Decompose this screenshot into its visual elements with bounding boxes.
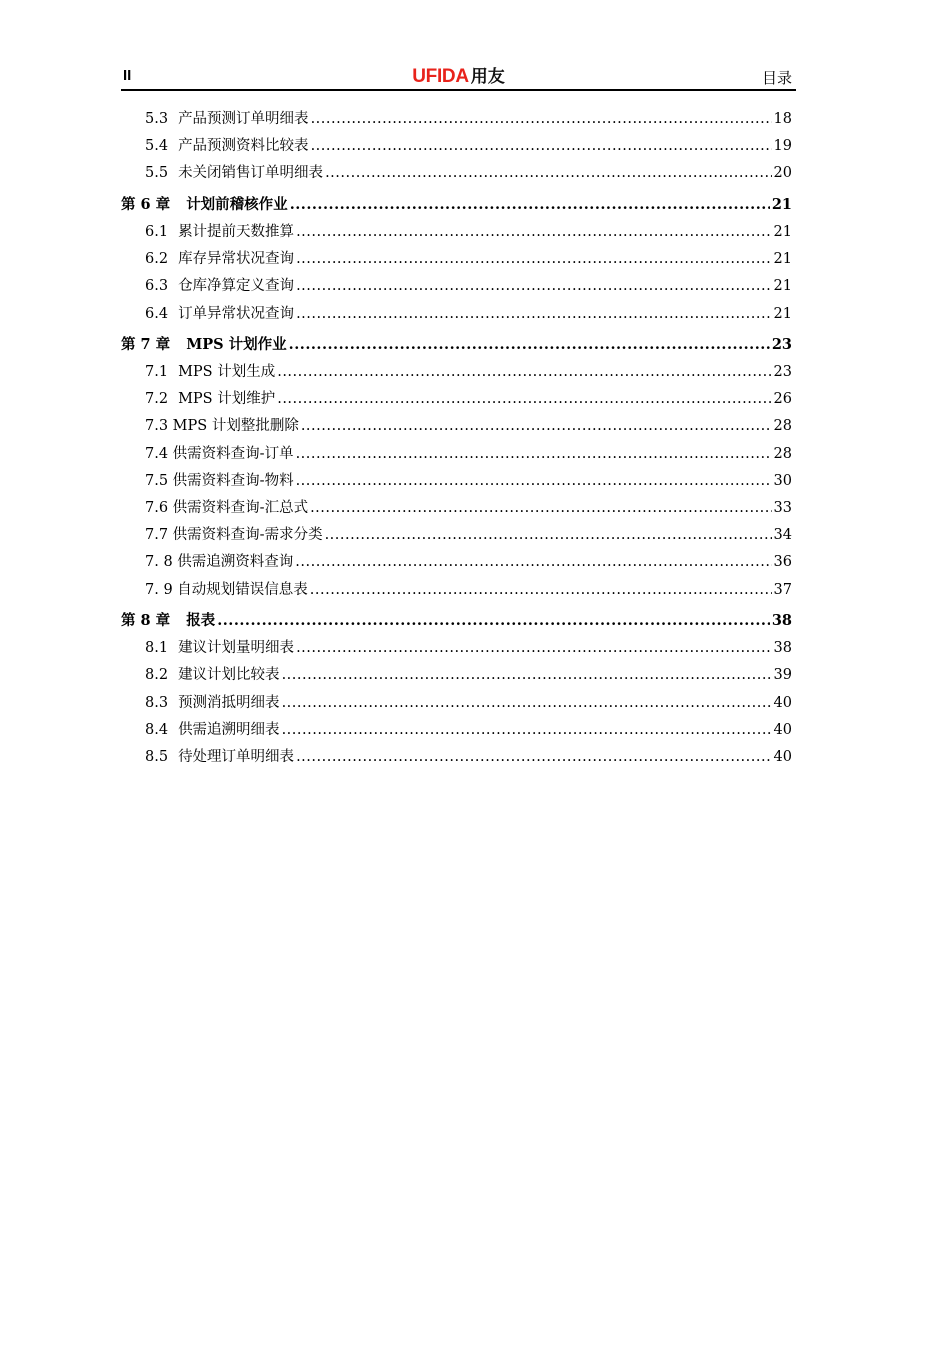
- dot-leader: [295, 549, 771, 576]
- dot-leader: [325, 160, 771, 187]
- toc-entry-title: 待处理订单明细表: [178, 748, 295, 765]
- dot-leader: [311, 106, 772, 133]
- toc-section-entry[interactable]: [121, 301, 792, 328]
- toc-chapter-entry[interactable]: [121, 604, 792, 635]
- toc-entry-number: 6.4: [145, 305, 169, 322]
- dot-leader: [296, 273, 771, 300]
- toc-entry-number: 第 6 章: [121, 195, 171, 213]
- toc-entry-number: 5.4: [145, 138, 169, 155]
- toc-entry-title: MPS 计划维护: [178, 391, 276, 408]
- dot-leader: [310, 577, 772, 604]
- logo-latin-text: UFIDA: [412, 66, 469, 87]
- dot-leader: [296, 635, 771, 662]
- toc-section-entry[interactable]: [121, 219, 792, 246]
- toc-entry-number: 6.2: [145, 251, 169, 268]
- dot-leader: [311, 133, 772, 160]
- toc-entry-title: 计划前稽核作业: [186, 195, 288, 213]
- toc-entry-title: 7.3 MPS 计划整批删除: [145, 418, 299, 435]
- toc-chapter-entry[interactable]: [121, 328, 792, 359]
- toc-entry-number: 7.1: [145, 364, 169, 381]
- toc-entry-page: 39: [773, 667, 792, 684]
- toc-entry-number: 6.1: [145, 223, 169, 240]
- toc-entry-title: 建议计划量明细表: [178, 640, 295, 657]
- toc-entry-number: 6.3: [145, 278, 169, 295]
- toc-entry-title: 未关闭销售订单明细表: [178, 165, 324, 182]
- toc-entry-page: 33: [773, 500, 792, 517]
- toc-entry-number: 5.3: [145, 111, 169, 127]
- toc-entry-page: 20: [773, 165, 792, 182]
- toc-entry-title: 报表: [186, 611, 216, 629]
- toc-section-entry[interactable]: [121, 160, 792, 187]
- ufida-logo: [412, 62, 505, 88]
- toc-entry-page: 40: [773, 721, 792, 738]
- dot-leader: [296, 744, 771, 771]
- dot-leader: [277, 359, 771, 386]
- toc-section-entry[interactable]: [121, 246, 792, 273]
- toc-entry-title: 库存异常状况查询: [178, 251, 295, 268]
- toc-chapter-entry[interactable]: [121, 188, 792, 219]
- dot-leader: [282, 717, 772, 744]
- toc-entry-page: 30: [773, 472, 792, 489]
- toc-entry-page: 23: [773, 364, 792, 381]
- toc-section-entry[interactable]: [121, 549, 792, 576]
- toc-entry-number: 5.5: [145, 165, 169, 182]
- toc-entry-title: MPS 计划生成: [178, 364, 276, 381]
- toc-section-entry[interactable]: [121, 441, 792, 468]
- toc-entry-page: 23: [771, 335, 792, 353]
- dot-leader: [310, 495, 771, 522]
- toc-entry-page: 21: [773, 278, 792, 295]
- dot-leader: [290, 188, 770, 221]
- toc-section-entry[interactable]: [121, 133, 792, 160]
- toc-section-entry[interactable]: [121, 577, 792, 604]
- toc-section-entry[interactable]: [121, 717, 792, 744]
- toc-entry-page: 40: [773, 694, 792, 711]
- toc-entry-page: 21: [771, 195, 792, 213]
- toc-entry-number: 8.1: [145, 640, 169, 657]
- toc-entry-number: 第 7 章: [121, 335, 171, 353]
- dot-leader: [296, 246, 771, 273]
- dot-leader: [277, 386, 771, 413]
- dot-leader: [282, 690, 772, 717]
- toc-entry-page: 21: [773, 223, 792, 240]
- toc-entry-page: 19: [773, 138, 792, 155]
- toc-entry-page: 37: [773, 581, 792, 598]
- toc-entry-page: 21: [773, 305, 792, 322]
- dot-leader: [296, 441, 772, 468]
- dot-leader: [296, 301, 771, 328]
- toc-section-entry[interactable]: [121, 359, 792, 386]
- toc-entry-number: 8.5: [145, 748, 169, 765]
- toc-section-entry[interactable]: [121, 635, 792, 662]
- toc-entry-title: 供需追溯明细表: [178, 721, 280, 738]
- toc-section-entry[interactable]: [121, 106, 792, 133]
- toc-section-entry[interactable]: [121, 690, 792, 717]
- toc-entry-page: 38: [771, 611, 792, 629]
- dot-leader: [325, 522, 772, 549]
- toc-entry-title: 建议计划比较表: [178, 667, 280, 684]
- toc-entry-page: 21: [773, 251, 792, 268]
- toc-entry-title: 7.6 供需资料查询-汇总式: [145, 500, 309, 517]
- page-header: [121, 62, 796, 91]
- toc-section-entry[interactable]: [121, 468, 792, 495]
- dot-leader: [289, 328, 770, 361]
- toc-entry-page: 28: [773, 418, 792, 435]
- toc-section-entry[interactable]: [121, 662, 792, 689]
- toc-entry-title: 订单异常状况查询: [178, 305, 295, 322]
- toc-section-entry[interactable]: [121, 522, 792, 549]
- dot-leader: [217, 604, 770, 637]
- toc-entry-title: 7. 9 自动规划错误信息表: [145, 581, 308, 598]
- toc-entry-number: 7.2: [145, 391, 169, 408]
- toc-entry-title: 7. 8 供需追溯资料查询: [145, 554, 294, 571]
- toc-section-entry[interactable]: [121, 386, 792, 413]
- toc-section-entry[interactable]: [121, 744, 792, 771]
- toc-entry-page: 34: [773, 527, 792, 544]
- toc-entry-title: 产品预测资料比较表: [178, 138, 309, 155]
- dot-leader: [301, 413, 772, 440]
- toc-entry-title: 仓库净算定义查询: [178, 278, 295, 295]
- toc-entry-number: 8.3: [145, 694, 169, 711]
- toc-section-entry[interactable]: [121, 495, 792, 522]
- toc-entry-title: 7.4 供需资料查询-订单: [145, 445, 294, 462]
- dot-leader: [296, 219, 771, 246]
- toc-entry-number: 8.4: [145, 721, 169, 738]
- toc-entry-page: 38: [773, 640, 792, 657]
- toc-section-entry[interactable]: [121, 273, 792, 300]
- toc-entry-page: 18: [773, 111, 792, 127]
- toc-entry-page: 26: [773, 391, 792, 408]
- logo-cjk-text: 用友: [470, 67, 505, 86]
- toc-entry-page: 36: [773, 554, 792, 571]
- toc-entry-number: 第 8 章: [121, 611, 171, 629]
- section-title: 目录: [761, 69, 792, 87]
- toc-entry-title: 产品预测订单明细表: [178, 111, 309, 127]
- dot-leader: [282, 662, 772, 689]
- toc-entry-title: 7.7 供需资料查询-需求分类: [145, 527, 323, 544]
- toc-entry-title: 预测消抵明细表: [178, 694, 280, 711]
- toc-entry-page: 28: [773, 445, 792, 462]
- toc-entry-title: 累计提前天数推算: [178, 223, 295, 240]
- toc-entry-page: 40: [773, 748, 792, 765]
- toc-section-entry[interactable]: [121, 413, 792, 440]
- page-number: II: [123, 67, 132, 84]
- table-of-contents: [121, 106, 792, 771]
- toc-entry-title: 7.5 供需资料查询-物料: [145, 472, 294, 489]
- dot-leader: [296, 468, 772, 495]
- toc-entry-title: MPS 计划作业: [186, 335, 287, 353]
- toc-entry-number: 8.2: [145, 667, 169, 684]
